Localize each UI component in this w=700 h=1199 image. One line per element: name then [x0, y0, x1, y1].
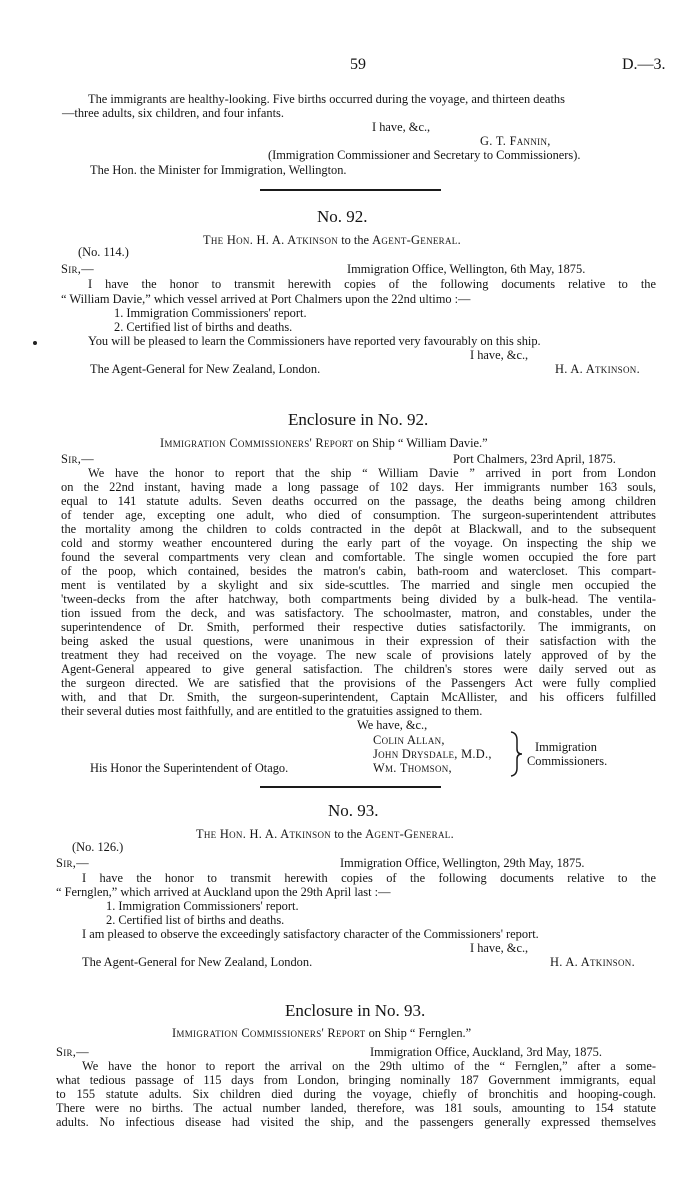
- enc92-body-line: cold and stormy weather encountered during the early part of the voyage. On inspecting the ship we: [61, 536, 656, 550]
- no93-item-1: 1. Immigration Commissioners' report.: [106, 899, 299, 913]
- enc92-subtitle: Immigration Commissioners' Report on Ship “ William Davie.”: [160, 436, 488, 450]
- enc92-addressee: His Honor the Superintendent of Otago.: [90, 761, 289, 775]
- no93-place-date: Immigration Office, Wellington, 29th May, 1875.: [340, 856, 585, 870]
- top-paragraph-line-1: The immigrants are healthy-looking. Five births occurred during the voyage, and thirteen deaths: [88, 92, 565, 106]
- page-number: 59: [350, 56, 366, 73]
- top-addressee: The Hon. the Minister for Immigration, Wellington.: [90, 163, 347, 177]
- enc92-role-line-2: Commissioners.: [527, 754, 608, 768]
- document-reference: D.—3.: [622, 56, 666, 73]
- no92-salutation: Sir,—: [61, 262, 94, 276]
- section-divider: [260, 786, 441, 788]
- enc93-body-line: There were no births. The actual number landed, therefore, was 181 souls, amounting to 154 statute: [56, 1101, 656, 1115]
- top-paragraph-line-2: —three adults, six children, and four infants.: [62, 106, 284, 120]
- no92-signer: H. A. Atkinson.: [555, 362, 640, 376]
- no93-body-line-3: I am pleased to observe the exceedingly satisfactory character of the Commissioners' report.: [82, 927, 539, 941]
- enc92-body-line: of the poop, which contained, besides the matron's cabin, bath-room and watercloset. This compart-: [61, 564, 656, 578]
- enc92-body-line: on the 22nd instant, having made a long passage of 102 days. Her immigrants number 163 souls,: [61, 480, 656, 494]
- enc93-body-line: what tedious passage of 115 days from London, bringing nominally 187 Government immigrants, equal: [56, 1073, 656, 1087]
- enc92-signer-2: John Drysdale, M.D.,: [373, 747, 492, 761]
- enc93-subtitle: Immigration Commissioners' Report on Ship “ Fernglen.”: [172, 1026, 472, 1040]
- enc92-place-date: Port Chalmers, 23rd April, 1875.: [453, 452, 616, 466]
- enc93-place-date: Immigration Office, Auckland, 3rd May, 1875.: [370, 1045, 602, 1059]
- enc92-body-line: 'tween-decks from the after hatchway, both compartments being divided by a bulk-head. The ventila-: [61, 592, 656, 606]
- no93-item-2: 2. Certified list of births and deaths.: [106, 913, 285, 927]
- margin-mark: [33, 341, 37, 345]
- no92-place-date: Immigration Office, Wellington, 6th May, 1875.: [347, 262, 586, 276]
- no92-heading: No. 92.: [317, 207, 368, 226]
- top-signer: G. T. Fannin,: [480, 134, 551, 148]
- no93-heading: No. 93.: [328, 801, 379, 820]
- enc92-valediction: We have, &c.,: [357, 718, 428, 732]
- no93-title: The Hon. H. A. Atkinson to the Agent-General.: [196, 827, 454, 841]
- enc92-body-line: tion issued from the deck, and was satisfactory. The schoolmaster, matron, and constables, under the: [61, 606, 656, 620]
- enc92-body-line: found the several compartments very clean and comfortable. The single women occupied the fore part: [61, 550, 656, 564]
- no93-addressee: The Agent-General for New Zealand, London.: [82, 955, 313, 969]
- enc93-salutation: Sir,—: [56, 1045, 89, 1059]
- enc92-body-line: treatment they had received on the voyage. The new scale of provisions lately approved of by the: [61, 648, 656, 662]
- no93-salutation: Sir,—: [56, 856, 89, 870]
- no92-valediction: I have, &c.,: [470, 348, 529, 362]
- enc92-body-line: We have the honor to report that the ship “ William Davie ” arrived in port from London: [88, 466, 656, 480]
- no92-number: (No. 114.): [78, 245, 129, 259]
- enc92-salutation: Sir,—: [61, 452, 94, 466]
- section-divider: [260, 189, 441, 191]
- enc92-heading: Enclosure in No. 92.: [288, 410, 429, 429]
- enc92-body-line: their several duties most faithfully, and are entitled to the gratuities assigned to them.: [61, 704, 483, 718]
- no93-body-line-1: I have the honor to transmit herewith copies of the following documents relative to the: [82, 871, 656, 885]
- enc92-body-line: equal to 141 statute adults. Seven deaths occurred on the passage, the deaths being among children: [61, 494, 656, 508]
- enc92-body-line: being asked the usual questions, were unanimous in their expression of their satisfaction with the: [61, 634, 656, 648]
- top-signer-title: (Immigration Commissioner and Secretary to Commissioners).: [268, 148, 581, 162]
- no93-valediction: I have, &c.,: [470, 941, 529, 955]
- enc92-signer-1: Colin Allan,: [373, 733, 445, 747]
- enc92-signer-3: Wm. Thomson,: [373, 761, 452, 775]
- no92-body-line-3: You will be pleased to learn the Commissioners have reported very favourably on this ship.: [88, 334, 541, 348]
- enc92-body-line: with, and that Dr. Smith, the surgeon-superintendent, Captain McAllister, and his officers fulfilled: [61, 690, 656, 704]
- no92-item-2: 2. Certified list of births and deaths.: [114, 320, 293, 334]
- no92-body-line-1: I have the honor to transmit herewith copies of the following documents relative to the: [88, 277, 656, 291]
- enc92-body-line: the surgeon directed. We are satisfied that the provisions of the Passengers Act were fully complied: [61, 676, 656, 690]
- no92-title: The Hon. H. A. Atkinson to the Agent-General.: [203, 233, 461, 247]
- enc92-body-line: superintendence of Dr. Smith, performed their respective duties satisfactorily. The immigrants, on: [61, 620, 656, 634]
- enc92-body-line: ment is ventilated by a skylight and six side-scuttles. The married and single men occupied the: [61, 578, 656, 592]
- enc93-body-line: to 155 statute adults. Six children died during the voyage, chiefly of bronchitis and hooping-cough.: [56, 1087, 656, 1101]
- enc92-body-line: of tender age, excepting one adult, who died of consumption. The surgeon-superintendent attributes: [61, 508, 656, 522]
- no93-body-line-2: “ Fernglen,” which arrived at Auckland upon the 29th April last :—: [56, 885, 391, 899]
- enc93-body-line: adults. No infectious disease had visited the ship, and the passengers generally expressed themselves: [56, 1115, 656, 1129]
- no93-number: (No. 126.): [72, 840, 124, 854]
- no92-body-line-2: “ William Davie,” which vessel arrived at Port Chalmers upon the 22nd ultimo :—: [61, 292, 471, 306]
- enc92-body-line: Agent-General appeared to give general satisfaction. The children's stores were daily served out as: [61, 662, 656, 676]
- no93-signer: H. A. Atkinson.: [550, 955, 635, 969]
- top-valediction: I have, &c.,: [372, 120, 431, 134]
- no92-item-1: 1. Immigration Commissioners' report.: [114, 306, 307, 320]
- no92-addressee: The Agent-General for New Zealand, London.: [90, 362, 321, 376]
- enc92-body-line: the mortality among the children to colds contracted in the depôt at Blackwall, and to the subsequent: [61, 522, 656, 536]
- enc93-body-line: We have the honor to report the arrival on the 29th ultimo of the “ Fernglen,” after a some-: [82, 1059, 656, 1073]
- enc92-role-line-1: Immigration: [535, 740, 597, 754]
- enc93-heading: Enclosure in No. 93.: [285, 1001, 426, 1020]
- right-brace-icon: [508, 731, 524, 777]
